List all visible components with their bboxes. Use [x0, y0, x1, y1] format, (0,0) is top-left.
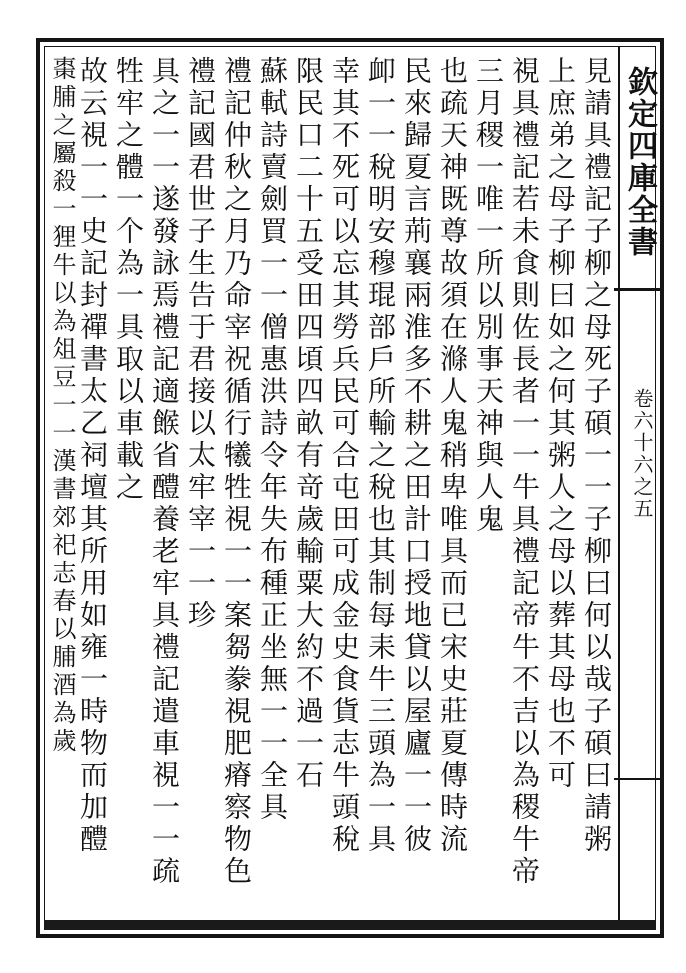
band-divider: [614, 288, 660, 291]
text-column: 禮記仲秋之月乃命宰祝循行犧牲視一一案芻豢視肥瘠察物色: [220, 56, 253, 888]
band-divider-lower: [614, 778, 660, 780]
text-column: 故云視一一史記封禪書太乙祠壇其所用如雍一時物而加醴: [76, 56, 109, 856]
text-column: 棗脯之屬殺一狸牛以為俎豆一一漢書郊祀志春以脯酒為歲: [48, 56, 76, 756]
text-column: 禮記國君世子生告于君接以太牢宰一一珍: [184, 56, 217, 632]
text-column: 也疏天神既尊故須在滌人鬼稍卑唯具而已宋史莊夏傳時流: [436, 56, 469, 856]
text-column: 卹一一稅明安穆琨部戶所輸之稅也其制每耒牛三頭為一具: [364, 56, 397, 856]
text-column: 民來歸夏言荊襄兩淮多不耕之田計口授地貸以屋廬一一彼: [400, 56, 433, 856]
juan-number: 卷六十六之五: [630, 388, 654, 520]
text-column: 幸其不死可以忘其勞兵民可合屯田可成金史食貨志牛頭稅: [328, 56, 361, 856]
book-title: 欽定四庫全書: [622, 66, 657, 258]
bottom-border-bar: [44, 920, 656, 930]
text-column: 上庶弟之母子柳曰如之何其粥人之母以葬其母也不可: [544, 56, 577, 792]
text-column: 三月稷一唯一所以別事天神與人鬼: [472, 56, 505, 536]
text-column: 具之一一遂發詠焉禮記適餱省醴養老牢具禮記遣車視一一疏: [148, 56, 181, 888]
text-column: 限民口二十五受田四頃四畝有竒歲輸粟大約不過一石: [292, 56, 325, 792]
text-column: 蘇軾詩賣劍買一一僧惠洪詩令年失布種正坐無一一全具: [256, 56, 289, 824]
text-column: 視具禮記若未食則佐長者一一牛具禮記帝牛不吉以為稷牛帝: [508, 56, 541, 888]
text-column: 見請具禮記子柳之母死子碩一一子柳曰何以哉子碩曰請粥: [580, 56, 613, 856]
text-column: 牲牢之體一个為一具取以車載之: [112, 56, 145, 504]
